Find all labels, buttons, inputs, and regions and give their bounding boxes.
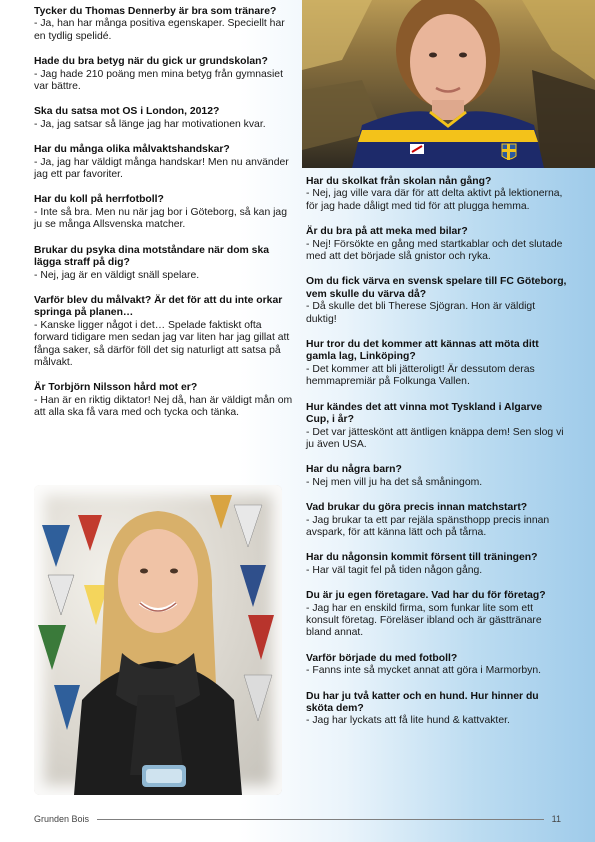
left-column — [34, 6, 296, 433]
qa-item — [34, 144, 296, 181]
answer-text: - Inte så bra. Men nu när jag bor i Göteborg, så kan jag ju se många Allsvenska matcher. — [34, 206, 287, 231]
answer-text: - Jag brukar ta ett par rejäla spänsthopp precis innan avspark, för att känna lätt och på tårna. — [306, 514, 550, 538]
question-text: Varför blev du målvakt? Är det för att du inte orkar springa på planen… — [34, 294, 283, 319]
portrait-photo-scarf — [34, 485, 282, 795]
question-text: Hade du bra betyg när du gick ur grundskolan? — [34, 56, 268, 68]
qa-item — [34, 382, 296, 419]
answer-text: - Nej, jag är en väldigt snäll spelare. — [34, 269, 200, 281]
qa-item — [34, 6, 296, 43]
question-text: Har du någonsin kommit försent till träningen? — [306, 552, 538, 564]
question-text: Hur tror du det kommer att kännas att möta ditt gamla lag, Linköping? — [306, 339, 539, 363]
question-text: Du är ju egen företagare. Vad har du för företag? — [306, 590, 546, 602]
answer-text: - Nej men vill ju ha det så småningom. — [306, 476, 483, 488]
qa-item — [306, 339, 568, 389]
portrait-illustration-2 — [34, 485, 282, 795]
question-text: Är du bra på att meka med bilar? — [306, 226, 468, 238]
answer-text: - Det kommer att bli jätteroligt! Är dessutom deras hemmapremiär på Folkunga Vallen. — [306, 363, 535, 388]
portrait-photo-jersey — [302, 0, 595, 168]
answer-text: - Ja, han har många positiva egenskaper. Speciellt har en tydlig spelidé. — [34, 18, 285, 42]
answer-text: - Det var jätteskönt att äntligen knäppa dem! Sen slog vi ju även USA. — [306, 426, 564, 450]
footer-publication: Grunden Bois — [34, 814, 90, 824]
sweden-crest-icon — [502, 144, 516, 160]
question-text: Har du många olika målvaktshandskar? — [34, 144, 230, 156]
qa-item — [306, 590, 568, 640]
question-text: Brukar du psyka dina motståndare när dom ska lägga straff på dig? — [34, 244, 270, 269]
portrait-illustration — [302, 0, 595, 168]
qa-item — [306, 653, 568, 678]
answer-text: - Då skulle det bli Therese Sjögran. Hon är väldigt duktig! — [306, 301, 536, 325]
question-text: Är Torbjörn Nilsson hård mot er? — [34, 382, 198, 394]
qa-item — [34, 295, 296, 369]
question-text: Hur kändes det att vinna mot Tyskland i Algarve Cup, i år? — [306, 401, 543, 426]
answer-text: - Ja, jag har väldigt många handskar! Men nu använder jag ett par favoriter. — [34, 156, 289, 181]
question-text: Vad brukar du göra precis innan matchstart? — [306, 502, 528, 514]
qa-item — [306, 176, 568, 213]
qa-item — [306, 552, 568, 577]
qa-item — [306, 402, 568, 452]
footer-divider — [97, 819, 544, 820]
qa-item — [306, 276, 568, 326]
question-text: Varför började du med fotboll? — [306, 652, 458, 664]
answer-text: - Ja, jag satsar så länge jag har motivationen kvar. — [34, 118, 266, 130]
answer-text: - Jag hade 210 poäng men mina betyg från gymnasiet var bättre. — [34, 68, 283, 93]
answer-text: - Nej! Försökte en gång med startkablar och det slutade med att det började slå gnistor och ryka. — [306, 238, 563, 263]
question-text: Du har ju två katter och en hund. Hur hinner du sköta dem? — [306, 690, 539, 714]
answer-text: - Jag har en enskild firma, som funkar lite som ett konsult företag. Föreläser ibland och är gästtränare bland annat. — [306, 602, 542, 639]
puma-logo-icon — [410, 144, 424, 154]
answer-text: - Nej, jag ville vara där för att delta aktivt på lektionerna, för jag hade dåligt med tid för att plugga hemma. — [306, 188, 563, 212]
question-text: Om du fick värva en svensk spelare till FC Göteborg, vem skulle du värva då? — [306, 276, 567, 300]
qa-item — [34, 106, 296, 131]
answer-text: - Kanske ligger något i det… Spelade faktiskt ofta forward tidigare men sedan jag var liten har jag gillat att fånga saker, så därför föll det sig naturligt att satsa på målvakt. — [34, 319, 290, 368]
qa-item — [306, 226, 568, 263]
question-text: Tycker du Thomas Dennerby är bra som tränare? — [34, 6, 277, 17]
qa-item — [306, 464, 568, 489]
answer-text: - Jag har lyckats att få lite hund & kattvakter. — [306, 715, 510, 727]
qa-item — [34, 194, 296, 231]
answer-text: - Han är en riktig diktator! Nej då, han är väldigt mån om att alla ska få vara med och tycka och tänka. — [34, 394, 293, 419]
question-text: Ska du satsa mot OS i London, 2012? — [34, 106, 220, 118]
qa-item — [34, 245, 296, 282]
answer-text: - Har väl tagit fel på tiden någon gång. — [306, 564, 483, 576]
qa-item — [34, 56, 296, 93]
question-text: Har du koll på herrfotboll? — [34, 194, 164, 206]
right-column — [306, 176, 568, 741]
page-footer — [34, 812, 561, 826]
answer-text: - Fanns inte så mycket annat att göra i Marmorbyn. — [306, 665, 542, 677]
page-number: 11 — [551, 814, 561, 824]
qa-item — [306, 502, 568, 539]
question-text: Har du skolkat från skolan nån gång? — [306, 176, 492, 187]
qa-item — [306, 691, 568, 728]
question-text: Har du några barn? — [306, 464, 402, 476]
